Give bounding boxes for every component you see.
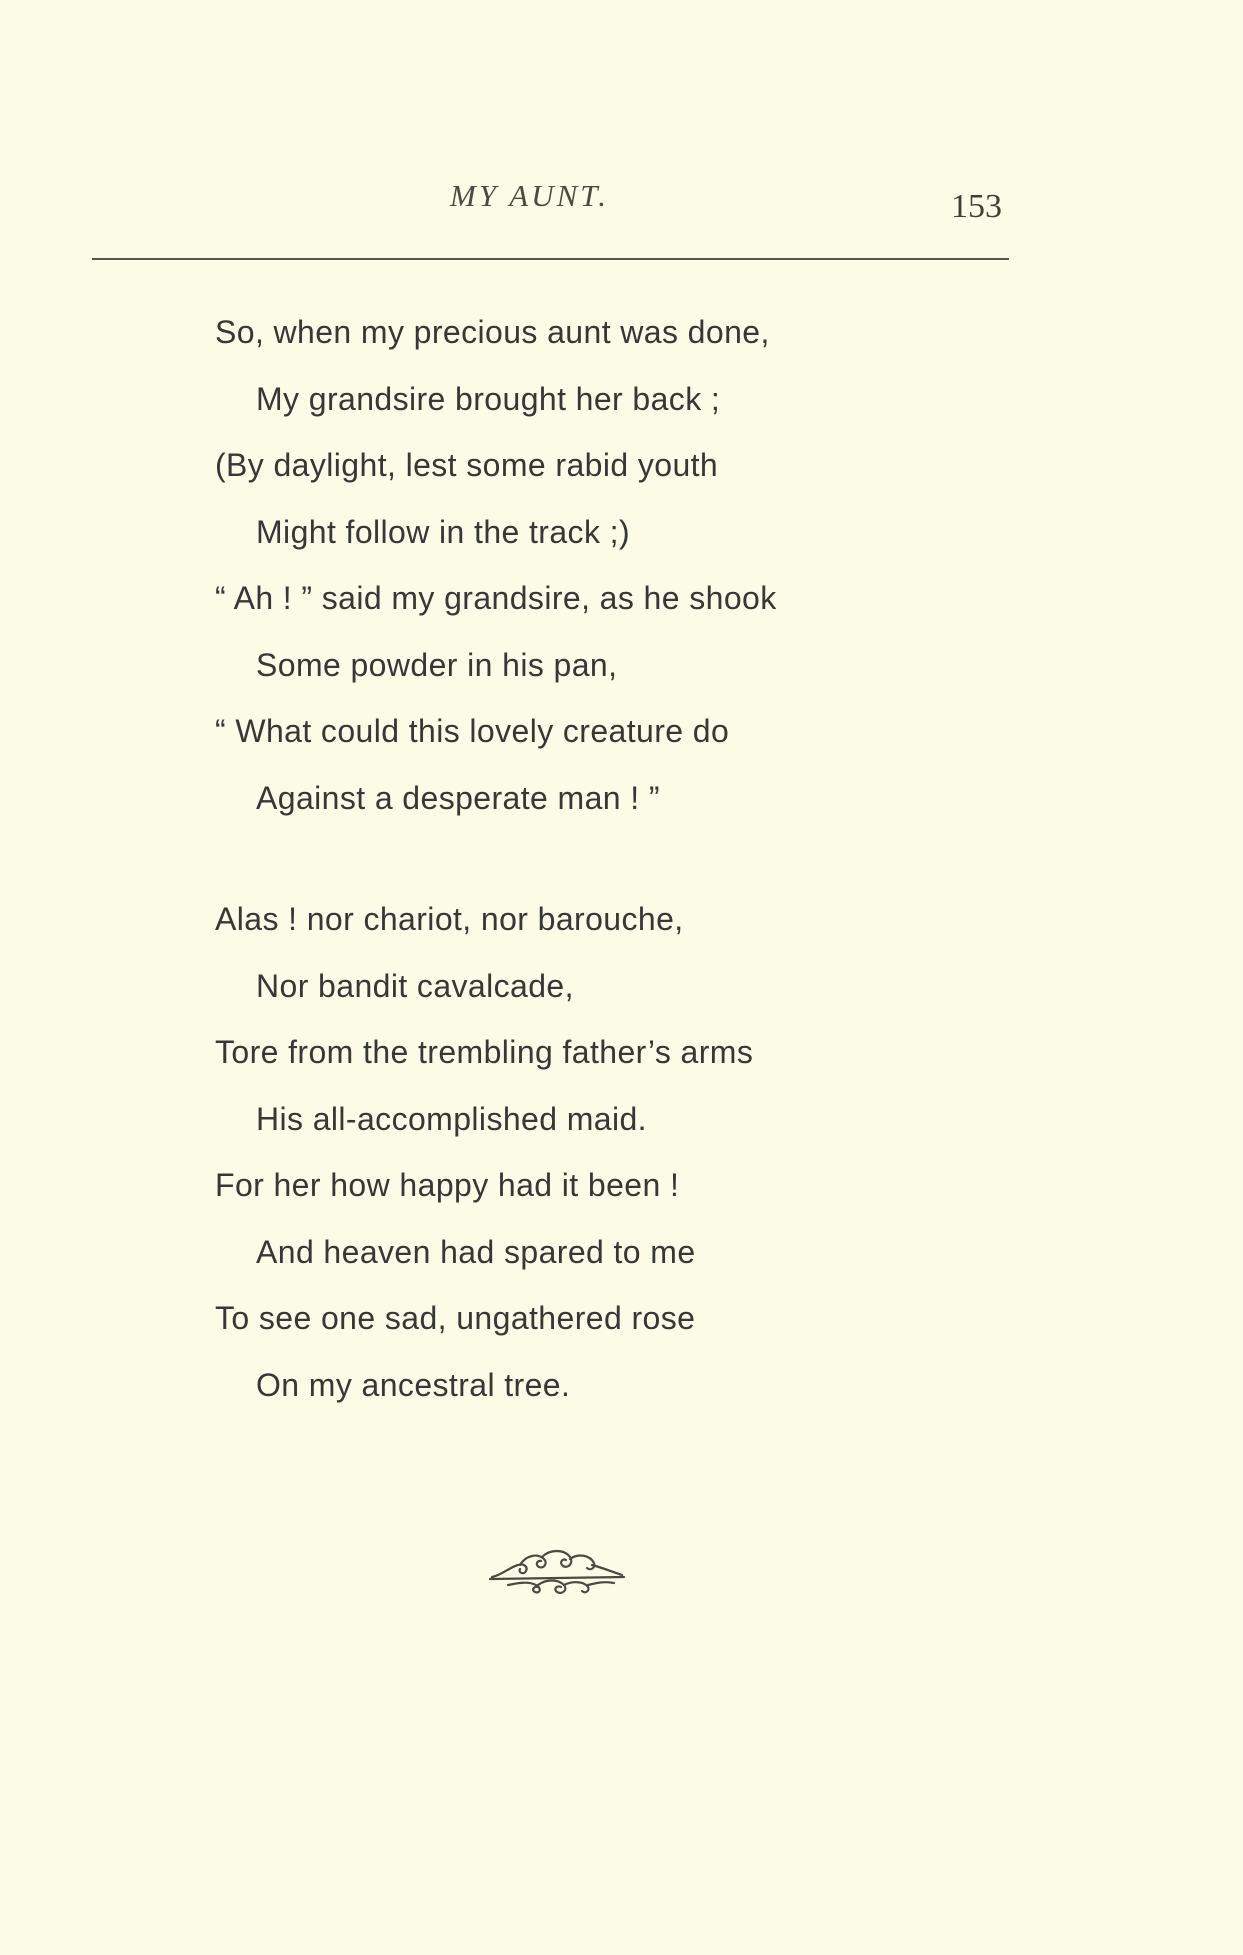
running-head xyxy=(0,178,1243,225)
header-rule xyxy=(92,258,1009,260)
tailpiece-ornament-icon xyxy=(484,1545,634,1597)
verse-line: His all-accomplished maid. xyxy=(256,1100,647,1137)
verse-line: Tore from the trembling father’s arms xyxy=(215,1034,754,1070)
verse-line: (By daylight, lest some rabid youth xyxy=(215,447,719,483)
verse-line: “ Ah ! ” said my grandsire, as he shook xyxy=(215,580,777,616)
verse-line: To see one sad, ungathered rose xyxy=(215,1300,696,1336)
verse-line: Against a desperate man ! ” xyxy=(256,779,660,816)
running-title: MY AUNT. xyxy=(450,178,609,213)
verse-line: Might follow in the track ;) xyxy=(256,513,630,550)
verse-line: So, when my precious aunt was done, xyxy=(215,314,770,350)
verse-line: Nor bandit cavalcade, xyxy=(256,967,574,1004)
verse-line: On my ancestral tree. xyxy=(256,1366,571,1403)
verse-line: For her how happy had it been ! xyxy=(215,1167,680,1203)
verse-line: “ What could this lovely creature do xyxy=(215,713,730,749)
page-number: 153 xyxy=(951,188,1002,225)
verse-line: Some powder in his pan, xyxy=(256,646,618,683)
stanza xyxy=(0,308,1243,840)
verse-line: Alas ! nor chariot, nor barouche, xyxy=(215,901,684,937)
verse-line: My grandsire brought her back ; xyxy=(256,380,721,417)
verse-line: And heaven had spared to me xyxy=(256,1233,696,1270)
stanza xyxy=(0,895,1243,1427)
